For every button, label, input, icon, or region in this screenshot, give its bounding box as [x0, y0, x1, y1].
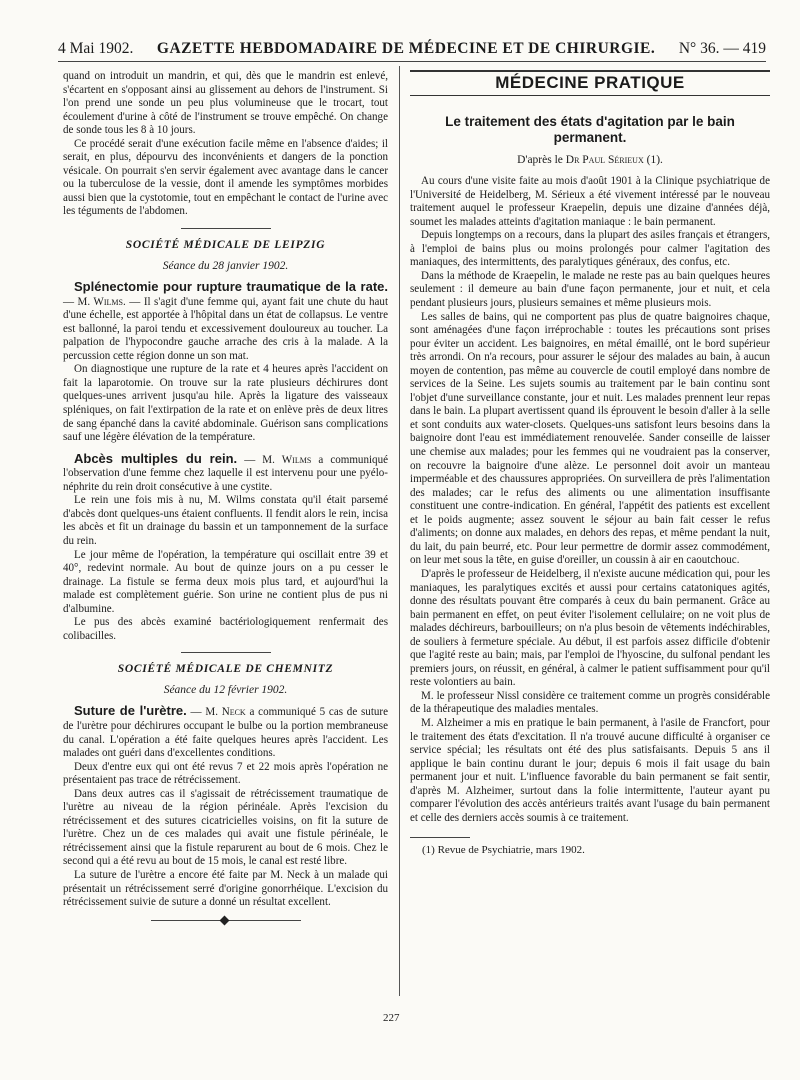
header-issue-page: N° 36. — 419 [678, 40, 766, 57]
byline-prefix: D'après le D [517, 153, 575, 166]
end-ornament-rule [151, 920, 301, 921]
society-heading: SOCIÉTÉ MÉDICALE DE CHEMNITZ [117, 663, 334, 676]
article-author: — M. Neck [190, 706, 246, 719]
paragraph [63, 280, 388, 363]
article-title: Suture de l'urètre. [74, 703, 187, 719]
paragraph: Le rein une fois mis à nu, M. Wilms constata qu'il était parsemé d'abcès dont quelques-uns étaient confluents. Il fendit alors le rein, incisa les abcès et fit un drainage du bassin et un tamponnement de la surface du rein. [63, 494, 388, 547]
paragraph: M. Alzheimer a mis en pratique le bain permanent, à l'asile de Francfort, pour le traitement des états d'excitation. Il n'a trouvé aucune difficulté à organiser ce service spécial; les résultats ont été des plus satisfaisants. Depuis 5 ans il applique le bain continu durant le jour; depuis 6 mois il fait usage du bain permanent jour et nuit. L'influence favorable du bain permanent se fait sentir, d'après M. Alzheimer, surtout dans la folie intermittente, l'auteur ayant pu comparer l'évolution des accès antérieurs traités avant l'usage du bain permanent et celle des derniers accès soumis à ce traitement. [410, 716, 770, 824]
paragraph: Ce procédé serait d'une exécution facile même en l'absence d'aides; il serait, en plus, dépourvu des inconvénients et dangers de la ponction vésicale. On pourrait s'en servir également avec avantage dans le cancer ou la tuberculose de la vessie, dont il amende les symptômes morbides aussi bien que la cystotomie, tout en empêchant le contact de l'urine avec les téguments de l'abdomen. [63, 137, 388, 218]
footnote-rule [410, 837, 470, 838]
article-title: Splénectomie pour rupture traumatique de la rate. [74, 279, 388, 295]
rubric-heading: MÉDECINE PRATIQUE [410, 70, 770, 96]
paragraph [63, 704, 388, 760]
byline-footnote-ref: (1). [643, 153, 663, 166]
article-main-title: Le traitement des états d'agitation par le bain permanent. [445, 113, 735, 145]
left-column [63, 70, 388, 933]
paragraph: Dans deux autres cas il s'agissait de rétrécissement traumatique de l'urètre au niveau de la région périnéale. Après l'excision du rétrécissement et des sutures cicatricielles voisins, on fit la suture de l'urètre. Chez un de ces malades qui avait une fistule périnéale, le rétrécissement ainsi que la fistule reparurent au bout de 6 mois. Chez le second qui a été revu au bout de 15 mois, le canal est resté libre. [63, 787, 388, 868]
byline-author: r Paul Sérieux [574, 153, 644, 166]
session-date: Séance du 28 janvier 1902. [162, 259, 289, 272]
header-date: 4 Mai 1902. [58, 40, 134, 57]
footnote: (1) Revue de Psychiatrie, mars 1902. [422, 844, 585, 857]
session-date: Séance du 12 février 1902. [163, 683, 288, 696]
header-journal-title: GAZETTE HEBDOMADAIRE DE MÉDECINE ET DE CHIRURGIE. [156, 40, 656, 57]
byline [410, 154, 770, 168]
article-text: Il s'agit d'une femme qui, ayant fait une chute du haut d'une échelle, est apportée à l'hôpital dans un état de collapsus. Le ventre est ballonné, la paroi tendu et excessivement douloureux au toucher. La palpation de l'hypocondre gauche arrache des cris à la malade. A la percussion cette région donne un son mat. [63, 295, 389, 362]
article-author: — M. Wilms. — [63, 295, 141, 308]
column-divider [399, 66, 400, 996]
paragraph [63, 452, 388, 495]
section-rule [181, 652, 271, 653]
paragraph: Depuis longtemps on a recours, dans la plupart des asiles français et étrangers, à l'emploi de bains plus ou moins prolongés pour calmer l'agitation des maniaques, des intermittents, des paralytiques généraux, des confus, etc. [410, 229, 770, 269]
paragraph: On diagnostique une rupture de la rate et 4 heures après l'accident on fait la laparotomie. On trouve sur la rate plusieurs déchirures dont quelques-unes arrivent jusqu'au hile. Après la ligature des vaisseaux spléniques, on fait l'extirpation de la rate et on enlève près de deux litres de sang épanché dans la cavité abdominale. Guérison sans complications sauf une légère élévation de la température. [63, 363, 388, 444]
paragraph: D'après le professeur de Heidelberg, il n'existe aucune médication qui, pour les maniaques, les paralytiques excités et aussi pour certains catatoniques agités, donne des résultats pouvant être comparés à ceux du bain permanent. Grâce au bain permanent en effet, on peut éviter l'isolement cellulaire; on ne voit plus de malades déchireurs, barbouilleurs; on n'a plus besoin de vêtements indéchirables, de souliers à fermeture spéciale. Au début, il est parfois assez difficile d'obtenir que l'agité reste au bain; mais, par l'emploi de l'hyoscine, du sulfonal pendant les premiers jours, on réussit, en général, à calmer le patient suffisamment pour qu'il reste volontiers au bain. [410, 567, 770, 689]
article-title: Abcès multiples du rein. [74, 450, 238, 466]
section-rule [181, 228, 271, 229]
right-column [410, 70, 770, 858]
paragraph: La suture de l'urètre a encore été faite par M. Neck à un malade qui présentait un rétrécissement serré d'origine gonorrhéique. L'excision du rétrécissement suivie de suture a donné un résultat excellent. [63, 868, 388, 909]
paragraph: Au cours d'une visite faite au mois d'août 1901 à la Clinique psychiatrique de l'Université de Heidelberg, M. Sérieux a été vivement intéressé par le nouveau traitement auquel le professeur Kraepelin, depuis une dizaine d'années déjà, soumet les malades atteints d'agitation maniaque : le bain permanent. [410, 175, 770, 228]
article-author: — M. Wilms [244, 453, 312, 466]
paragraph: M. le professeur Nissl considère ce traitement comme un progrès considérable de la thérapeutique des maladies mentales. [410, 689, 770, 716]
paragraph: Dans la méthode de Kraepelin, le malade ne reste pas au bain quelques heures seulement : il demeure au bain d'une façon permanente, jour et nuit, et cela pendant plusieurs jours, plusieurs semaines et même plusieurs mois. [410, 269, 770, 310]
paragraph: Les salles de bains, qui ne comportent pas plus de quatre baignoires chaque, sont aménagées d'une façon irréprochable : toutes les précautions sont prises pour éviter un accident. Les baignoires, en métal émaillé, ont le bord supérieur très arrondi. On n'a recours, pour assurer le séjour des malades au bain, à aucun moyen de contention, pas même au couvercle de coutil employé dans nombre de services de la Seine. Les sujets soumis au traitement par le bain continu sont l'objet d'une surveillance constante, jour et nuit. Les malades prennent leur repas dans le bain. La plupart avertissent quand ils éprouvent le besoin d'aller à la selle et sont conduits aux water-closets. Quelques-uns satisfont leurs besoins dans la baignoire dont l'eau est immédiatement renouvelée. Sander conseille de laisser une chemise aux malades; pour les femmes qui ne voudraient pas la conserver, on recouvre la baignoire d'une alèze. Le personnel doit avoir un manteau imperméable et des chaussures appropriées. On surveillera de près l'alimentation des malades; car le refus des aliments ou une alimentation insuffisante constituent une contre-indication. En général, l'appétit des patients est excellent et le poids augmente; assez souvent le séjour au bain fait cesser le refus d'aliments; on donne aux malades, en dehors des repas, et même pendant la nuit, du lait, du pain beurré, etc. Pour leur permettre de dormir assez commodément, on leur met sous la tête, en guise d'oreiller, un coussin à air en caoutchouc. [410, 310, 770, 567]
article-text: a communiqué l'observation d'une femme chez laquelle il est intervenu pour une pyélo-néphrite du rein droit consécutive à une cystite. [63, 453, 388, 493]
paragraph: quand on introduit un mandrin, et qui, dès que le mandrin est enlevé, s'écartent en s'opposant ainsi au glissement au dehors de l'instrument. Si l'on prend une sonde un peu plus volumineuse que le trocart, tout écoulement d'urine à côté de l'instrument se trouve empêché. On change de sonde tous les 8 à 10 jours. [63, 70, 388, 137]
page-folio: 227 [383, 1012, 400, 1024]
running-header [58, 40, 766, 62]
paragraph: Deux d'entre eux qui ont été revus 7 et 22 mois après l'opération ne présentaient pas trace de rétrécissement. [63, 760, 388, 787]
society-heading: SOCIÉTÉ MÉDICALE DE LEIPZIG [125, 239, 326, 252]
article-text: a communiqué 5 cas de suture de l'urètre pour déchirures occupant le bulbe ou la portion membraneuse du canal. L'opération a été faite quelques heures après l'accident. Les malades ont guéri dans d'excellentes conditions. [63, 706, 389, 760]
paragraph: Le jour même de l'opération, la température qui oscillait entre 39 et 40°, redevint normale. Au bout de quinze jours on a pu cesser le drainage. La fistule se ferma deux mois plus tard, et aujourd'hui la malade est complètement guérie. Son urine ne contient plus de pus ni d'albumine. [63, 548, 388, 615]
paragraph: Le pus des abcès examiné bactériologiquement renfermait des colibacilles. [63, 616, 388, 642]
